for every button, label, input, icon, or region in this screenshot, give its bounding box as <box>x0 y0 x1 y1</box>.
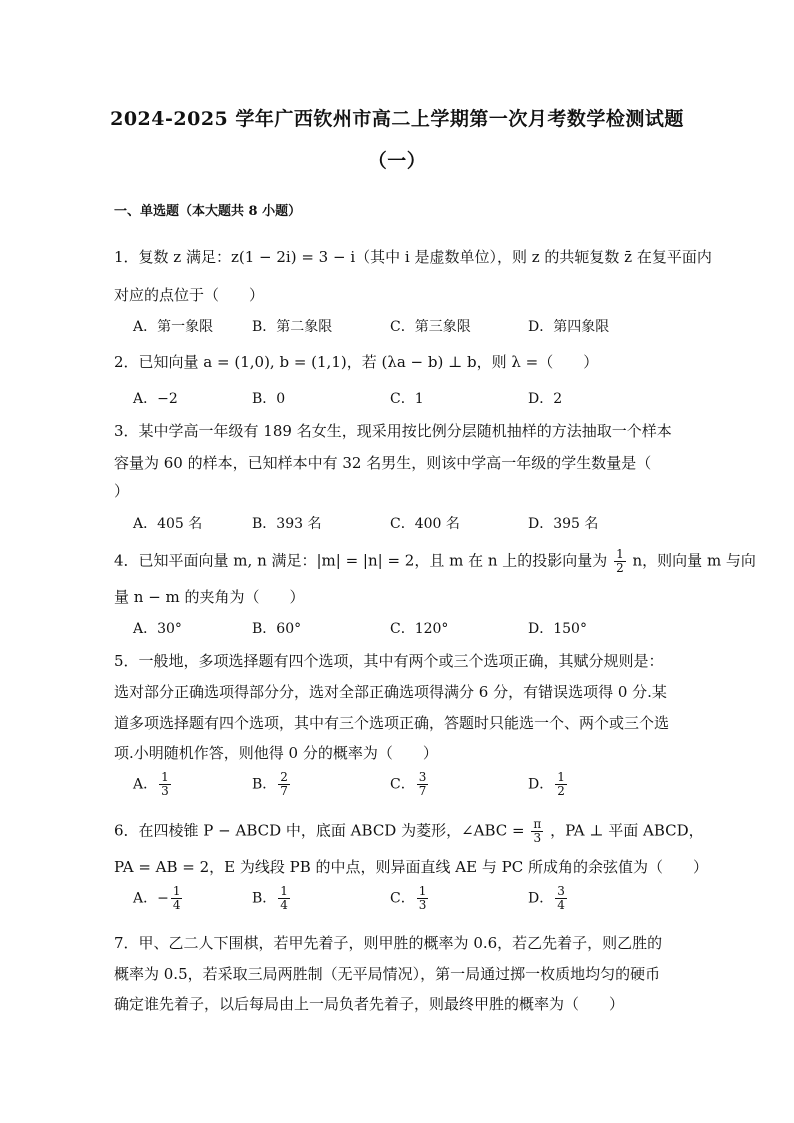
q4-text-part-1: 4．已知平面向量 m, n 满足：|m| = |n| = 2，且 m 在 n 上的投影向量为 <box>114 551 608 570</box>
q6-option-b-fraction <box>278 885 290 912</box>
q5-option-d-fraction <box>555 771 567 798</box>
q4-text-part-2: n，则向量 m 与向 <box>632 551 756 570</box>
q2-option-d: D．2 <box>528 391 563 407</box>
q4-fraction <box>614 548 626 575</box>
denominator: 4 <box>172 898 181 912</box>
question-4-line-1 <box>114 548 756 575</box>
denominator: 3 <box>418 898 427 912</box>
numerator: 2 <box>280 770 288 784</box>
q6-option-b <box>252 885 292 912</box>
q5-option-b <box>252 771 292 798</box>
q6-option-c-fraction <box>417 885 429 912</box>
question-5-line-4: 项.小明随机作答，则他得 0 分的概率为（ ） <box>114 744 438 762</box>
q6-option-d-label: D． <box>528 890 554 907</box>
q1-option-d: D．第四象限 <box>528 319 610 335</box>
q6-fraction-denominator: 3 <box>533 831 542 845</box>
question-6-line-1 <box>114 818 704 845</box>
numerator: 1 <box>418 884 427 898</box>
question-2-line-1: 2．已知向量 a = (1,0), b = (1,1)，若 (λa − b) ⊥ b，则 λ =（ ） <box>114 353 599 371</box>
question-1-line-1: 1．复数 z 满足：z(1 − 2i) = 3 − i（其中 i 是虚数单位），则 z 的共轭复数 z̄ 在复平面内 <box>114 248 712 266</box>
denominator: 3 <box>161 784 169 798</box>
q6-option-b-label: B． <box>252 890 277 907</box>
q1-option-b: B．第二象限 <box>252 319 333 335</box>
q1-option-a: A．第一象限 <box>133 319 214 335</box>
q5-option-b-fraction <box>278 771 290 798</box>
question-5-line-3: 道多项选择题有四个选项，其中有三个选项正确，答题时只能选一个、两个或三个选 <box>114 714 670 732</box>
page-title: 2024-2025 学年广西钦州市高二上学期第一次月考数学检测试题 <box>110 108 684 130</box>
q1-option-c: C．第三象限 <box>390 319 471 335</box>
section-heading: 一、单选题（本大题共 8 小题） <box>114 204 302 219</box>
q3-option-a: A．405 名 <box>133 516 203 532</box>
question-6-line-2: PA = AB = 2，E 为线段 PB 的中点，则异面直线 AE 与 PC 所成角的余弦值为（ ） <box>114 858 708 876</box>
numerator: 3 <box>418 770 427 784</box>
q6-option-d-fraction <box>555 885 567 912</box>
q2-option-a: A．−2 <box>133 391 178 407</box>
question-5-line-2: 选对部分正确选项得部分分，选对全部正确选项得满分 6 分，有错误选项得 0 分.某 <box>114 683 667 701</box>
q4-option-c: C．120° <box>390 621 449 637</box>
numerator: 1 <box>557 770 565 784</box>
question-7-line-2: 概率为 0.5，若采取三局两胜制（无平局情况），第一局通过掷一枚质地均匀的硬币 <box>114 965 661 983</box>
question-7-line-3: 确定谁先着子，以后每局由上一局负者先着子，则最终甲胜的概率为（ ） <box>114 995 625 1013</box>
q6-text-part-2: ，PA ⊥ 平面 ABCD， <box>550 821 704 840</box>
q2-option-c: C．1 <box>390 391 424 407</box>
q6-option-a-fraction <box>171 885 183 912</box>
q4-option-a: A．30° <box>133 621 182 637</box>
denominator: 4 <box>280 898 288 912</box>
q5-option-a <box>133 771 173 798</box>
numerator: 1 <box>172 884 181 898</box>
page-subtitle: （一） <box>367 150 427 172</box>
question-4-line-2: 量 n − m 的夹角为（ ） <box>114 588 305 606</box>
q5-option-a-label: A． <box>133 776 158 793</box>
q4-option-d: D．150° <box>528 621 587 637</box>
q3-option-b: B．393 名 <box>252 516 322 532</box>
q5-option-c <box>390 771 430 798</box>
denominator: 2 <box>557 784 565 798</box>
q6-option-c-label: C． <box>390 890 415 907</box>
q3-option-d: D．395 名 <box>528 516 599 532</box>
q4-option-b: B．60° <box>252 621 302 637</box>
q2-option-b: B．0 <box>252 391 286 407</box>
question-3-line-3: ） <box>114 482 130 500</box>
question-7-line-1: 7．甲、乙二人下围棋，若甲先着子，则甲胜的概率为 0.6，若乙先着子，则乙胜的 <box>114 934 663 952</box>
q4-fraction-denominator: 2 <box>616 561 624 575</box>
q6-option-a <box>133 885 184 912</box>
question-3-line-1: 3．某中学高一年级有 189 名女生，现采用按比例分层随机抽样的方法抽取一个样本 <box>114 422 672 440</box>
q6-option-d <box>528 885 569 912</box>
denominator: 7 <box>418 784 427 798</box>
q6-fraction <box>531 818 543 845</box>
q5-option-b-label: B． <box>252 776 277 793</box>
q5-option-a-fraction <box>159 771 171 798</box>
question-3-line-2: 容量为 60 的样本，已知样本中有 32 名男生，则该中学高一年级的学生数量是（ <box>114 454 652 472</box>
numerator: 1 <box>161 770 169 784</box>
numerator: 1 <box>280 884 288 898</box>
q6-option-a-label: A．− <box>133 890 169 907</box>
question-1-line-2: 对应的点位于（ ） <box>114 286 265 304</box>
denominator: 7 <box>280 784 288 798</box>
q4-fraction-numerator: 1 <box>616 547 624 561</box>
q5-option-c-fraction <box>417 771 429 798</box>
q6-text-part-1: 6．在四棱锥 P − ABCD 中，底面 ABCD 为菱形，∠ABC = <box>114 821 525 840</box>
q5-option-d <box>528 771 569 798</box>
q3-option-c: C．400 名 <box>390 516 460 532</box>
numerator: 3 <box>557 884 565 898</box>
q5-option-c-label: C． <box>390 776 415 793</box>
q5-option-d-label: D． <box>528 776 554 793</box>
q6-option-c <box>390 885 430 912</box>
denominator: 4 <box>557 898 565 912</box>
q6-fraction-numerator: π <box>533 817 542 831</box>
question-5-line-1: 5．一般地，多项选择题有四个选项，其中有两个或三个选项正确，其赋分规则是： <box>114 652 664 670</box>
